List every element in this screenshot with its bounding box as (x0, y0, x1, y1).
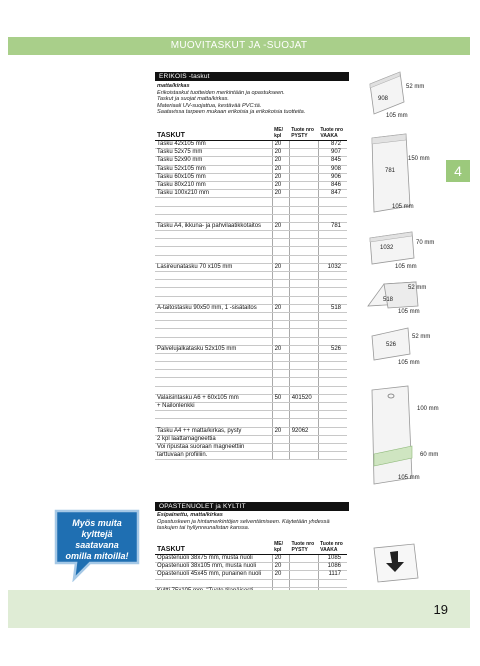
table-row (155, 419, 347, 427)
cell-pysty (289, 263, 318, 271)
cell-name: Opastenuoli 38x105 mm, musta nuoli (155, 563, 272, 571)
cell-name: Tasku 42x105 mm (155, 141, 272, 149)
cell-pack (272, 321, 289, 329)
table-row (155, 427, 347, 435)
cell-pysty (289, 239, 318, 247)
promo-line: Myös muita (72, 518, 122, 528)
cell-vaaka (318, 427, 347, 435)
cell-name: + Nailonlenkki (155, 403, 272, 411)
header-band (8, 37, 470, 55)
table-row (155, 321, 347, 329)
col-vaaka-header: Tuote nro VAAKA (318, 541, 347, 555)
cell-vaaka: 845 (318, 157, 347, 165)
table-row (155, 231, 347, 239)
col-pysty-header: Tuote nro PYSTY (289, 127, 318, 141)
cell-vaaka: 1086 (318, 563, 347, 571)
erikois-description (157, 83, 347, 116)
table-row (155, 563, 347, 571)
cell-pysty (289, 321, 318, 329)
cell-name (155, 411, 272, 419)
table-row (155, 198, 347, 206)
col-pysty-header: Tuote nro PYSTY (289, 541, 318, 555)
table-row (155, 329, 347, 337)
table-row (155, 272, 347, 280)
table-row (155, 263, 347, 271)
cell-vaaka (318, 198, 347, 206)
product-code: 781 (385, 168, 396, 174)
cell-name: Palvelujalkatasku 52x105 mm (155, 345, 272, 353)
table-row (155, 345, 347, 353)
cell-vaaka (318, 411, 347, 419)
cell-vaaka (318, 312, 347, 320)
cell-pysty (289, 435, 318, 443)
cell-pysty (289, 337, 318, 345)
cell-pysty (289, 555, 318, 563)
cell-pack: 20 (272, 141, 289, 149)
cell-pack (272, 198, 289, 206)
cell-pysty (289, 443, 318, 451)
dimension-label: 105 mm (398, 309, 420, 315)
cell-name: Opastenuoli 38x75 mm, musta nuoli (155, 555, 272, 563)
cell-name (155, 214, 272, 222)
erikois-desc-line: Taskut ja suojat matta/kirkas. (157, 96, 229, 103)
pocket-valaisin-drawing (364, 384, 422, 488)
cell-name (155, 296, 272, 304)
erikois-desc-line: Erikoistaskut tuotteiden merkintään ja opastukseen. (157, 89, 285, 96)
cell-pack (272, 579, 289, 587)
table-row (155, 362, 347, 370)
table-row (155, 394, 347, 402)
table-row (155, 555, 347, 563)
table-row (155, 247, 347, 255)
table-row (155, 206, 347, 214)
cell-pack: 20 (272, 181, 289, 189)
table-row (155, 222, 347, 230)
footer-band (8, 590, 470, 628)
cell-vaaka: 906 (318, 173, 347, 181)
cell-pack: 20 (272, 173, 289, 181)
cell-name (155, 579, 272, 587)
cell-name: Voi ripustaa suoraan magneettiin (155, 443, 272, 451)
col-pack-header: ME/ kpl (272, 541, 289, 555)
cell-name: Tasku 52x105 mm (155, 165, 272, 173)
dimension-label: 105 mm (398, 475, 420, 481)
cell-name (155, 231, 272, 239)
table-row (155, 452, 347, 460)
cell-pysty (289, 141, 318, 149)
cell-pysty (289, 222, 318, 230)
product-code: 526 (386, 342, 397, 348)
cell-pack (272, 411, 289, 419)
cell-pack: 20 (272, 555, 289, 563)
cell-name: Tasku 80x210 mm (155, 181, 272, 189)
promo-bubble-text (60, 518, 134, 562)
table-row (155, 173, 347, 181)
cell-pysty (289, 386, 318, 394)
cell-pack (272, 403, 289, 411)
erikois-desc-line: Materiaali UV-suojattua, kestävää PVC:tä. (157, 102, 262, 109)
dimension-label: 60 mm (420, 452, 439, 458)
table-row (155, 255, 347, 263)
table-row (155, 312, 347, 320)
promo-line: kylttejä (81, 529, 113, 539)
cell-name (155, 280, 272, 288)
cell-pack: 20 (272, 263, 289, 271)
table-row (155, 443, 347, 451)
cell-vaaka (318, 452, 347, 460)
section-tab: 4 (446, 160, 470, 182)
cell-pysty (289, 304, 318, 312)
cell-name (155, 353, 272, 361)
cell-name (155, 419, 272, 427)
cell-pysty (289, 411, 318, 419)
col-vaaka-header: Tuote nro VAAKA (318, 127, 347, 141)
cell-pack (272, 206, 289, 214)
table-row (155, 571, 347, 579)
cell-pysty (289, 419, 318, 427)
cell-vaaka (318, 353, 347, 361)
cell-vaaka (318, 321, 347, 329)
cell-name: Lasireunatasku 70 x105 mm (155, 263, 272, 271)
cell-pysty (289, 362, 318, 370)
cell-vaaka (318, 579, 347, 587)
cell-pack: 20 (272, 190, 289, 198)
cell-vaaka: 872 (318, 141, 347, 149)
cell-pack (272, 312, 289, 320)
cell-pysty (289, 370, 318, 378)
table-header-row (155, 127, 347, 141)
product-code: 1032 (380, 245, 394, 251)
cell-pack: 20 (272, 222, 289, 230)
cell-pack (272, 443, 289, 451)
cell-vaaka (318, 370, 347, 378)
dimension-label: 105 mm (398, 360, 420, 366)
cell-pack (272, 353, 289, 361)
product-code: 908 (378, 96, 389, 102)
table-row (155, 411, 347, 419)
col-name-header: TASKUT (155, 541, 272, 555)
cell-vaaka (318, 214, 347, 222)
opasteet-desc-line: taskujen tai hyllynreunalistan kanssa. (157, 525, 250, 532)
table-row (155, 370, 347, 378)
dimension-label: 70 mm (416, 240, 435, 246)
cell-pack (272, 370, 289, 378)
cell-pack: 50 (272, 394, 289, 402)
cell-vaaka: 846 (318, 181, 347, 189)
cell-vaaka (318, 362, 347, 370)
dimension-label: 150 mm (408, 156, 430, 162)
cell-pysty (289, 378, 318, 386)
cell-pysty (289, 190, 318, 198)
cell-pack (272, 255, 289, 263)
cell-pack (272, 288, 289, 296)
cell-vaaka (318, 206, 347, 214)
cell-vaaka: 847 (318, 190, 347, 198)
erikois-desc-line: Saatavissa tarpeen mukaan erikoisia ja erikokoisia tuotteita. (157, 109, 306, 116)
cell-pack (272, 452, 289, 460)
cell-vaaka: 518 (318, 304, 347, 312)
dimension-label: 100 mm (417, 406, 439, 412)
cell-name (155, 206, 272, 214)
cell-pysty (289, 403, 318, 411)
cell-vaaka (318, 378, 347, 386)
cell-vaaka (318, 288, 347, 296)
cell-pysty (289, 173, 318, 181)
table-row (155, 280, 347, 288)
cell-name (155, 321, 272, 329)
cell-pysty (289, 288, 318, 296)
cell-name: A-taitostasku 90x50 mm, 1 -sisätaitos (155, 304, 272, 312)
cell-vaaka (318, 231, 347, 239)
cell-name (155, 255, 272, 263)
cell-pysty: 401520 (289, 394, 318, 402)
cell-name (155, 378, 272, 386)
cell-name (155, 239, 272, 247)
dimension-label: 105 mm (386, 113, 408, 119)
table-row (155, 378, 347, 386)
cell-pysty (289, 247, 318, 255)
cell-vaaka (318, 239, 347, 247)
cell-name: tarttuvaan profiiliin. (155, 452, 272, 460)
cell-vaaka (318, 394, 347, 402)
cell-pack: 20 (272, 563, 289, 571)
cell-pack (272, 378, 289, 386)
erikois-section-title: ERIKOIS -taskut (155, 72, 349, 81)
cell-vaaka (318, 419, 347, 427)
cell-name: Tasku 52x90 mm (155, 157, 272, 165)
table-row (155, 435, 347, 443)
cell-pack: 20 (272, 157, 289, 165)
dimension-label: 105 mm (392, 204, 414, 210)
cell-vaaka: 1032 (318, 263, 347, 271)
erikois-desc-lead: matta/kirkas (157, 83, 190, 89)
cell-pysty (289, 329, 318, 337)
opasteet-desc-line: Opastuskeen ja hintamerkintöjen selventämiseen. Käytetään yhdessä (157, 518, 330, 525)
table-row (155, 296, 347, 304)
cell-pack (272, 247, 289, 255)
opasteet-desc-lead: Esipainettu, matta/kirkas (157, 512, 223, 518)
cell-pack (272, 231, 289, 239)
cell-vaaka (318, 435, 347, 443)
table-row (155, 181, 347, 189)
cell-pysty (289, 312, 318, 320)
cell-name: 2 kpl laattamagneettia (155, 435, 272, 443)
cell-vaaka: 1085 (318, 555, 347, 563)
cell-vaaka (318, 337, 347, 345)
cell-pysty (289, 579, 318, 587)
erikois-product-table (155, 127, 347, 460)
cell-pack: 20 (272, 427, 289, 435)
cell-pysty (289, 345, 318, 353)
cell-name (155, 272, 272, 280)
cell-name (155, 198, 272, 206)
cell-pack (272, 280, 289, 288)
cell-pack (272, 419, 289, 427)
cell-name (155, 370, 272, 378)
opasteet-description (157, 512, 357, 532)
table-row (155, 190, 347, 198)
cell-pack (272, 329, 289, 337)
cell-vaaka (318, 255, 347, 263)
cell-name: Tasku 60x105 mm (155, 173, 272, 181)
promo-line: omilla mitoilla! (65, 551, 129, 561)
table-row (155, 157, 347, 165)
cell-vaaka: 1117 (318, 571, 347, 579)
cell-pysty (289, 206, 318, 214)
cell-pack: 20 (272, 345, 289, 353)
cell-pysty (289, 452, 318, 460)
cell-pack: 20 (272, 304, 289, 312)
cell-pysty: 92062 (289, 427, 318, 435)
cell-vaaka (318, 280, 347, 288)
cell-vaaka (318, 272, 347, 280)
cell-vaaka (318, 403, 347, 411)
table-row (155, 141, 347, 149)
table-row (155, 165, 347, 173)
col-name-header: TASKUT (155, 127, 272, 141)
cell-pysty (289, 214, 318, 222)
product-code: 518 (383, 297, 394, 303)
cell-vaaka (318, 386, 347, 394)
cell-pack (272, 296, 289, 304)
table-row (155, 579, 347, 587)
cell-name: Opastenuoli 45x45 mm, punainen nuoli (155, 571, 272, 579)
cell-vaaka (318, 296, 347, 304)
cell-pack: 20 (272, 571, 289, 579)
cell-pack: 20 (272, 149, 289, 157)
cell-vaaka: 908 (318, 165, 347, 173)
cell-name: Valaisintasku A6 + 60x105 mm (155, 394, 272, 402)
cell-name (155, 247, 272, 255)
cell-pack (272, 362, 289, 370)
cell-name: Tasku 52x75 mm (155, 149, 272, 157)
table-row (155, 386, 347, 394)
table-row (155, 288, 347, 296)
cell-name: Tasku 100x210 mm (155, 190, 272, 198)
cell-pysty (289, 181, 318, 189)
cell-vaaka (318, 443, 347, 451)
dimension-label: 105 mm (395, 264, 417, 270)
cell-pysty (289, 280, 318, 288)
cell-name (155, 362, 272, 370)
cell-pack (272, 337, 289, 345)
cell-pysty (289, 571, 318, 579)
page-number: 19 (433, 602, 448, 617)
cell-pysty (289, 231, 318, 239)
cell-name: Tasku A4, ikkuna- ja pahvilaatikkotaitos (155, 222, 272, 230)
cell-pysty (289, 157, 318, 165)
opasteet-section-title: OPASTENUOLET ja KYLTIT (155, 502, 349, 511)
table-row (155, 403, 347, 411)
cell-pysty (289, 149, 318, 157)
cell-pack (272, 386, 289, 394)
cell-pysty (289, 198, 318, 206)
cell-pysty (289, 272, 318, 280)
cell-pack (272, 239, 289, 247)
table-row (155, 337, 347, 345)
cell-pack (272, 435, 289, 443)
cell-pack: 20 (272, 165, 289, 173)
cell-pysty (289, 563, 318, 571)
dimension-label: 52 mm (412, 334, 431, 340)
cell-vaaka (318, 247, 347, 255)
cell-vaaka: 526 (318, 345, 347, 353)
cell-pack (272, 214, 289, 222)
table-row (155, 353, 347, 361)
cell-name (155, 337, 272, 345)
promo-line: saatavana (75, 540, 119, 550)
table-row (155, 304, 347, 312)
table-row (155, 149, 347, 157)
cell-vaaka (318, 329, 347, 337)
cell-pysty (289, 296, 318, 304)
col-pack-header: ME/ kpl (272, 127, 289, 141)
cell-pysty (289, 165, 318, 173)
arrow-sign-drawing (370, 542, 424, 586)
cell-name (155, 329, 272, 337)
cell-name (155, 288, 272, 296)
dimension-label: 52 mm (406, 84, 425, 90)
dimension-label: 52 mm (408, 285, 427, 291)
cell-vaaka: 781 (318, 222, 347, 230)
cell-name (155, 312, 272, 320)
page-title: MUOVITASKUT JA -SUOJAT (170, 40, 308, 51)
cell-pysty (289, 255, 318, 263)
cell-pysty (289, 353, 318, 361)
cell-vaaka: 907 (318, 149, 347, 157)
cell-pack (272, 272, 289, 280)
cell-name (155, 386, 272, 394)
table-header-row (155, 541, 347, 555)
table-row (155, 239, 347, 247)
table-row (155, 214, 347, 222)
cell-name: Tasku A4 ++ matta/kirkas, pysty (155, 427, 272, 435)
